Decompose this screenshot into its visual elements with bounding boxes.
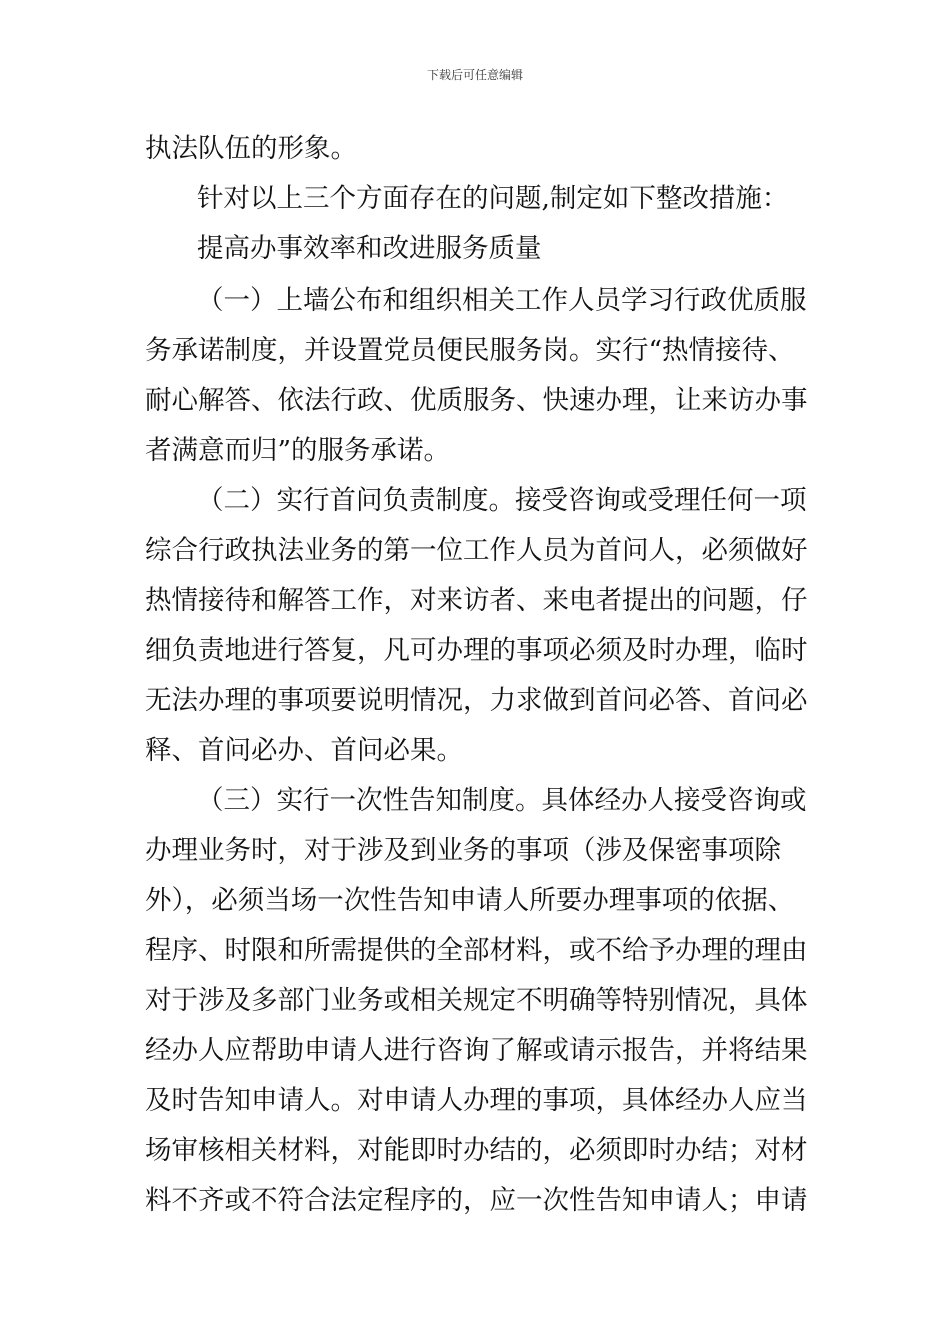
text-line: 耐心解答、依法行政、优质服务、快速办理，让来访办事	[145, 385, 808, 416]
text-line: 对于涉及多部门业务或相关规定不明确等特别情况，具体	[145, 985, 808, 1016]
text-line: 办理业务时，对于涉及到业务的事项（涉及保密事项除	[145, 835, 781, 866]
section-heading: 提高办事效率和改进服务质量	[197, 233, 542, 264]
text-line: 场审核相关材料，对能即时办结的，必须即时办结；对材	[145, 1135, 808, 1166]
text-line: 细负责地进行答复，凡可办理的事项必须及时办理，临时	[145, 635, 808, 666]
text-line: 务承诺制度，并设置党员便民服务岗。实行“热情接待、	[145, 335, 795, 366]
page-header: 下载后可任意编辑	[426, 68, 523, 82]
text-line: 料不齐或不符合法定程序的，应一次性告知申请人；申请	[145, 1185, 808, 1216]
text-line: 热情接待和解答工作，对来访者、来电者提出的问题，仔	[145, 585, 808, 616]
text-line: 释、首问必办、首问必果。	[145, 735, 463, 766]
text-line: 及时告知申请人。对申请人办理的事项，具体经办人应当	[145, 1085, 808, 1116]
text-line: 程序、时限和所需提供的全部材料，或不给予办理的理由	[145, 935, 808, 966]
text-line: （二）实行首问负责制度。接受咨询或受理任何一项	[197, 485, 807, 516]
text-line: 无法办理的事项要说明情况，力求做到首问必答、首问必	[145, 685, 808, 716]
text-line: 经办人应帮助申请人进行咨询了解或请示报告，并将结果	[145, 1035, 808, 1066]
text-line: 针对以上三个方面存在的问题,制定如下整改措施：	[197, 183, 789, 214]
text-line: （一）上墙公布和组织相关工作人员学习行政优质服	[197, 285, 807, 316]
text-line: （三）实行一次性告知制度。具体经办人接受咨询或	[197, 785, 807, 816]
text-line: 综合行政执法业务的第一位工作人员为首问人，必须做好	[145, 535, 808, 566]
text-line: 外），必须当场一次性告知申请人所要办理事项的依据、	[145, 885, 795, 916]
text-line: 者满意而归”的服务承诺。	[145, 435, 451, 466]
text-line: 执法队伍的形象。	[145, 133, 357, 164]
